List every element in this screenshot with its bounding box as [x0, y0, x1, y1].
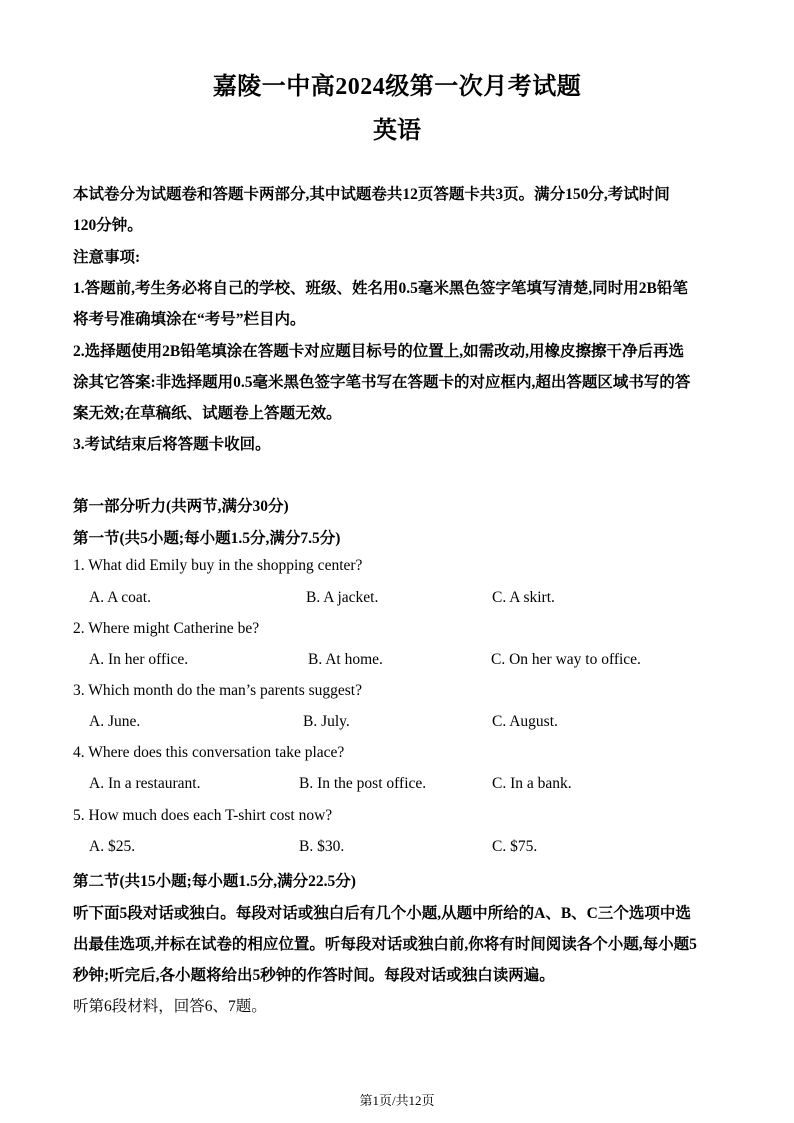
section2-instructions-line-2: 出最佳选项,并标在试卷的相应位置。听每段对话或独白前,你将有时间阅读各个小题,每小题5	[73, 936, 697, 953]
question-3-option-a: A. June.	[89, 713, 141, 730]
exam-subject: 英语	[373, 118, 421, 144]
note-2-line-3: 案无效;在草稿纸、试题卷上答题无效。	[73, 405, 342, 422]
question-1-option-a: A. A coat.	[89, 589, 151, 606]
question-5-option-b: B. $30.	[299, 838, 345, 855]
note-1-line-1: 1.答题前,考生务必将自己的学校、班级、姓名用0.5毫米黑色签字笔填写清楚,同时用2B铅笔	[73, 280, 688, 297]
question-4-option-c: C. In a bank.	[492, 775, 572, 792]
question-1-stem: 1. What did Emily buy in the shopping center?	[73, 557, 363, 574]
note-2-line-2: 涂其它答案:非选择题用0.5毫米黑色签字笔书写在答题卡的对应框内,超出答题区域书写的答	[73, 374, 691, 391]
question-5-option-c: C. $75.	[492, 838, 538, 855]
question-1-option-b: B. A jacket.	[306, 589, 379, 606]
note-1-line-2: 将考号准确填涂在“考号”栏目内。	[73, 311, 306, 328]
section2-instructions-line-1: 听下面5段对话或独白。每段对话或独白后有几个小题,从题中所给的A、B、C三个选项中选	[73, 905, 691, 922]
section2-instructions-line-3: 秒钟;听完后,各小题将给出5秒钟的作答时间。每段对话或独白读两遍。	[73, 967, 555, 984]
intro-line-1: 本试卷分为试题卷和答题卡两部分,其中试题卷共12页答题卡共3页。满分150分,考试时间	[73, 186, 670, 203]
question-5-stem: 5. How much does each T-shirt cost now?	[73, 807, 333, 824]
note-2-line-1: 2.选择题使用2B铅笔填涂在答题卡对应题目标号的位置上,如需改动,用橡皮擦擦干净后再选	[73, 343, 684, 360]
intro-line-2: 120分钟。	[73, 217, 143, 234]
question-2-option-a: A. In her office.	[89, 651, 189, 668]
question-3-stem: 3. Which month do the man’s parents suggest?	[73, 682, 362, 699]
question-2-option-c: C. On her way to office.	[491, 651, 641, 668]
material-6-instruction: 听第6段材料，回答6、7题。	[73, 998, 267, 1015]
question-2-stem: 2. Where might Catherine be?	[73, 620, 260, 637]
question-4-option-b: B. In the post office.	[299, 775, 427, 792]
question-3-option-b: B. July.	[303, 713, 350, 730]
notes-heading: 注意事项:	[73, 249, 141, 266]
question-5-option-a: A. $25.	[89, 838, 136, 855]
part1-heading: 第一部分听力(共两节,满分30分)	[73, 498, 289, 515]
question-3-option-c: C. August.	[492, 713, 558, 730]
section1-heading: 第一节(共5小题;每小题1.5分,满分7.5分)	[73, 530, 341, 547]
question-1-option-c: C. A skirt.	[492, 589, 555, 606]
question-4-option-a: A. In a restaurant.	[89, 775, 201, 792]
exam-title: 嘉陵一中高2024级第一次月考试题	[212, 74, 582, 100]
note-3: 3.考试结束后将答题卡收回。	[73, 436, 271, 453]
question-4-stem: 4. Where does this conversation take place?	[73, 744, 345, 761]
page-number: 第1页/共12页	[359, 1093, 435, 1108]
question-2-option-b: B. At home.	[308, 651, 383, 668]
section2-heading: 第二节(共15小题;每小题1.5分,满分22.5分)	[73, 873, 356, 890]
